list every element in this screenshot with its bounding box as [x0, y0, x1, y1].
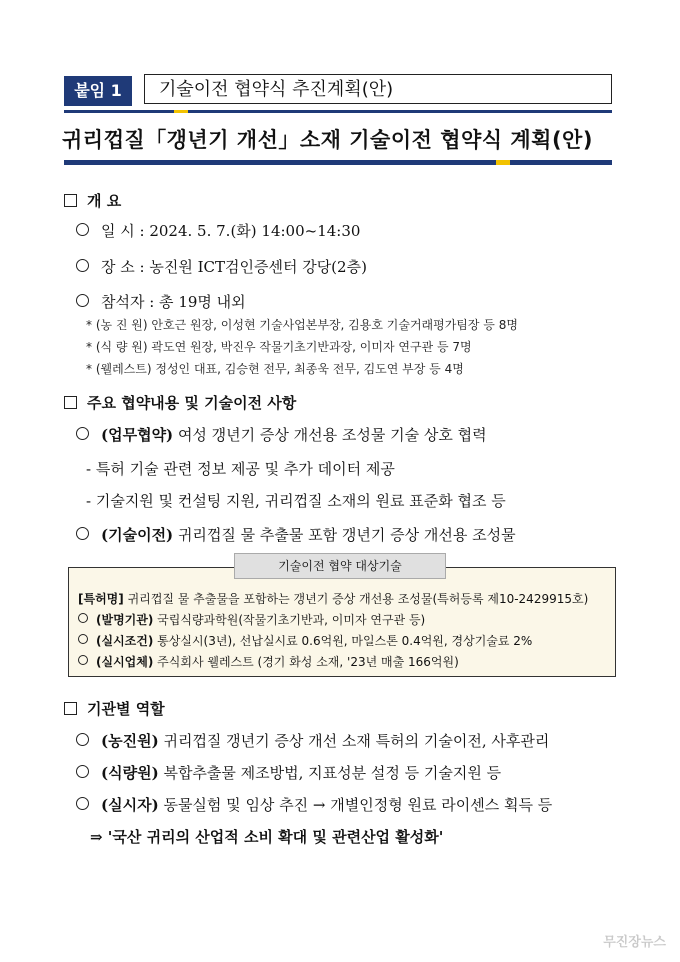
plan-subtitle: 기술이전 협약식 추진계획(안): [144, 74, 612, 104]
attendees-line: 참석자 : 총 19명 내외: [76, 291, 246, 312]
circle-bullet-icon: [78, 655, 88, 665]
circle-bullet-icon: [76, 294, 89, 307]
agreement-item-mou: (업무협약) 여성 갱년기 증상 개선용 조성물 기술 상호 협력: [76, 424, 487, 445]
agreement-heading: 주요 협약내용 및 기술이전 사항: [64, 392, 296, 413]
circle-bullet-icon: [76, 765, 89, 778]
attachment-badge: 붙임 1: [64, 76, 132, 106]
agreement-detail: - 특허 기술 관련 정보 제공 및 추가 데이터 제공: [86, 460, 395, 478]
attendee-note: * (웰레스트) 정성인 대표, 김승현 전무, 최종욱 전무, 김도연 부장 등 4명: [86, 362, 464, 376]
circle-bullet-icon: [76, 223, 89, 236]
conclusion-line: ⇒ '국산 귀리의 산업적 소비 확대 및 관련산업 활성화': [90, 828, 444, 846]
circle-bullet-icon: [76, 527, 89, 540]
place-line: 장 소 : 농진원 ICT검인증센터 강당(2층): [76, 256, 367, 277]
top-divider-yellow: [174, 110, 188, 113]
attendee-note: * (식 량 원) 곽도연 원장, 박진우 작물기초기반과장, 이미자 연구관 등 7명: [86, 340, 472, 354]
date-line: 일 시 : 2024. 5. 7.(화) 14:00~14:30: [76, 220, 360, 241]
attendee-note: * (농 진 원) 안호근 원장, 이성현 기술사업본부장, 김용호 기술거래평가팀장 등 8명: [86, 318, 518, 332]
role-item: (농진원) 귀리껍질 갱년기 증상 개선 소재 특허의 기술이전, 사후관리: [76, 730, 549, 751]
role-item: (실시자) 동물실험 및 임상 추진 → 개별인정형 원료 라이센스 획득 등: [76, 794, 552, 815]
role-item: (식량원) 복합추출물 제조방법, 지표성분 설정 등 기술지원 등: [76, 762, 501, 783]
circle-bullet-icon: [76, 259, 89, 272]
overview-heading: 개 요: [64, 190, 121, 211]
circle-bullet-icon: [76, 797, 89, 810]
terms-line: (실시조건) 통상실시(3년), 선납실시료 0.6억원, 마일스톤 0.4억원, 경상기술료 2%: [78, 632, 532, 649]
circle-bullet-icon: [76, 733, 89, 746]
circle-bullet-icon: [78, 634, 88, 644]
square-bullet-icon: [64, 702, 77, 715]
watermark-logo: 무진장뉴스: [603, 935, 666, 950]
top-divider-navy: [64, 110, 612, 113]
agreement-item-transfer: (기술이전) 귀리껍질 물 추출물 포함 갱년기 증상 개선용 조성물: [76, 524, 516, 545]
patent-line: [특허명] 귀리껍질 물 추출물을 포함하는 갱년기 증상 개선용 조성물(특허등록 제10-2429915호): [78, 592, 589, 606]
circle-bullet-icon: [76, 427, 89, 440]
target-technology-label: 기술이전 협약 대상기술: [234, 553, 446, 579]
agreement-detail: - 기술지원 및 컨설팅 지원, 귀리껍질 소재의 원료 표준화 협조 등: [86, 492, 506, 510]
inventor-line: (발명기관) 국립식량과학원(작물기초기반과, 이미자 연구관 등): [78, 611, 425, 628]
roles-heading: 기관별 역할: [64, 698, 165, 719]
company-line: (실시업체) 주식회사 웰레스트 (경기 화성 소재, '23년 매출 166억원): [78, 653, 459, 670]
title-underline-navy: [64, 160, 612, 165]
circle-bullet-icon: [78, 613, 88, 623]
square-bullet-icon: [64, 396, 77, 409]
document-title: 귀리껍질「갱년기 개선」소재 기술이전 협약식 계획(안): [62, 128, 593, 152]
title-underline-yellow: [496, 160, 510, 165]
square-bullet-icon: [64, 194, 77, 207]
